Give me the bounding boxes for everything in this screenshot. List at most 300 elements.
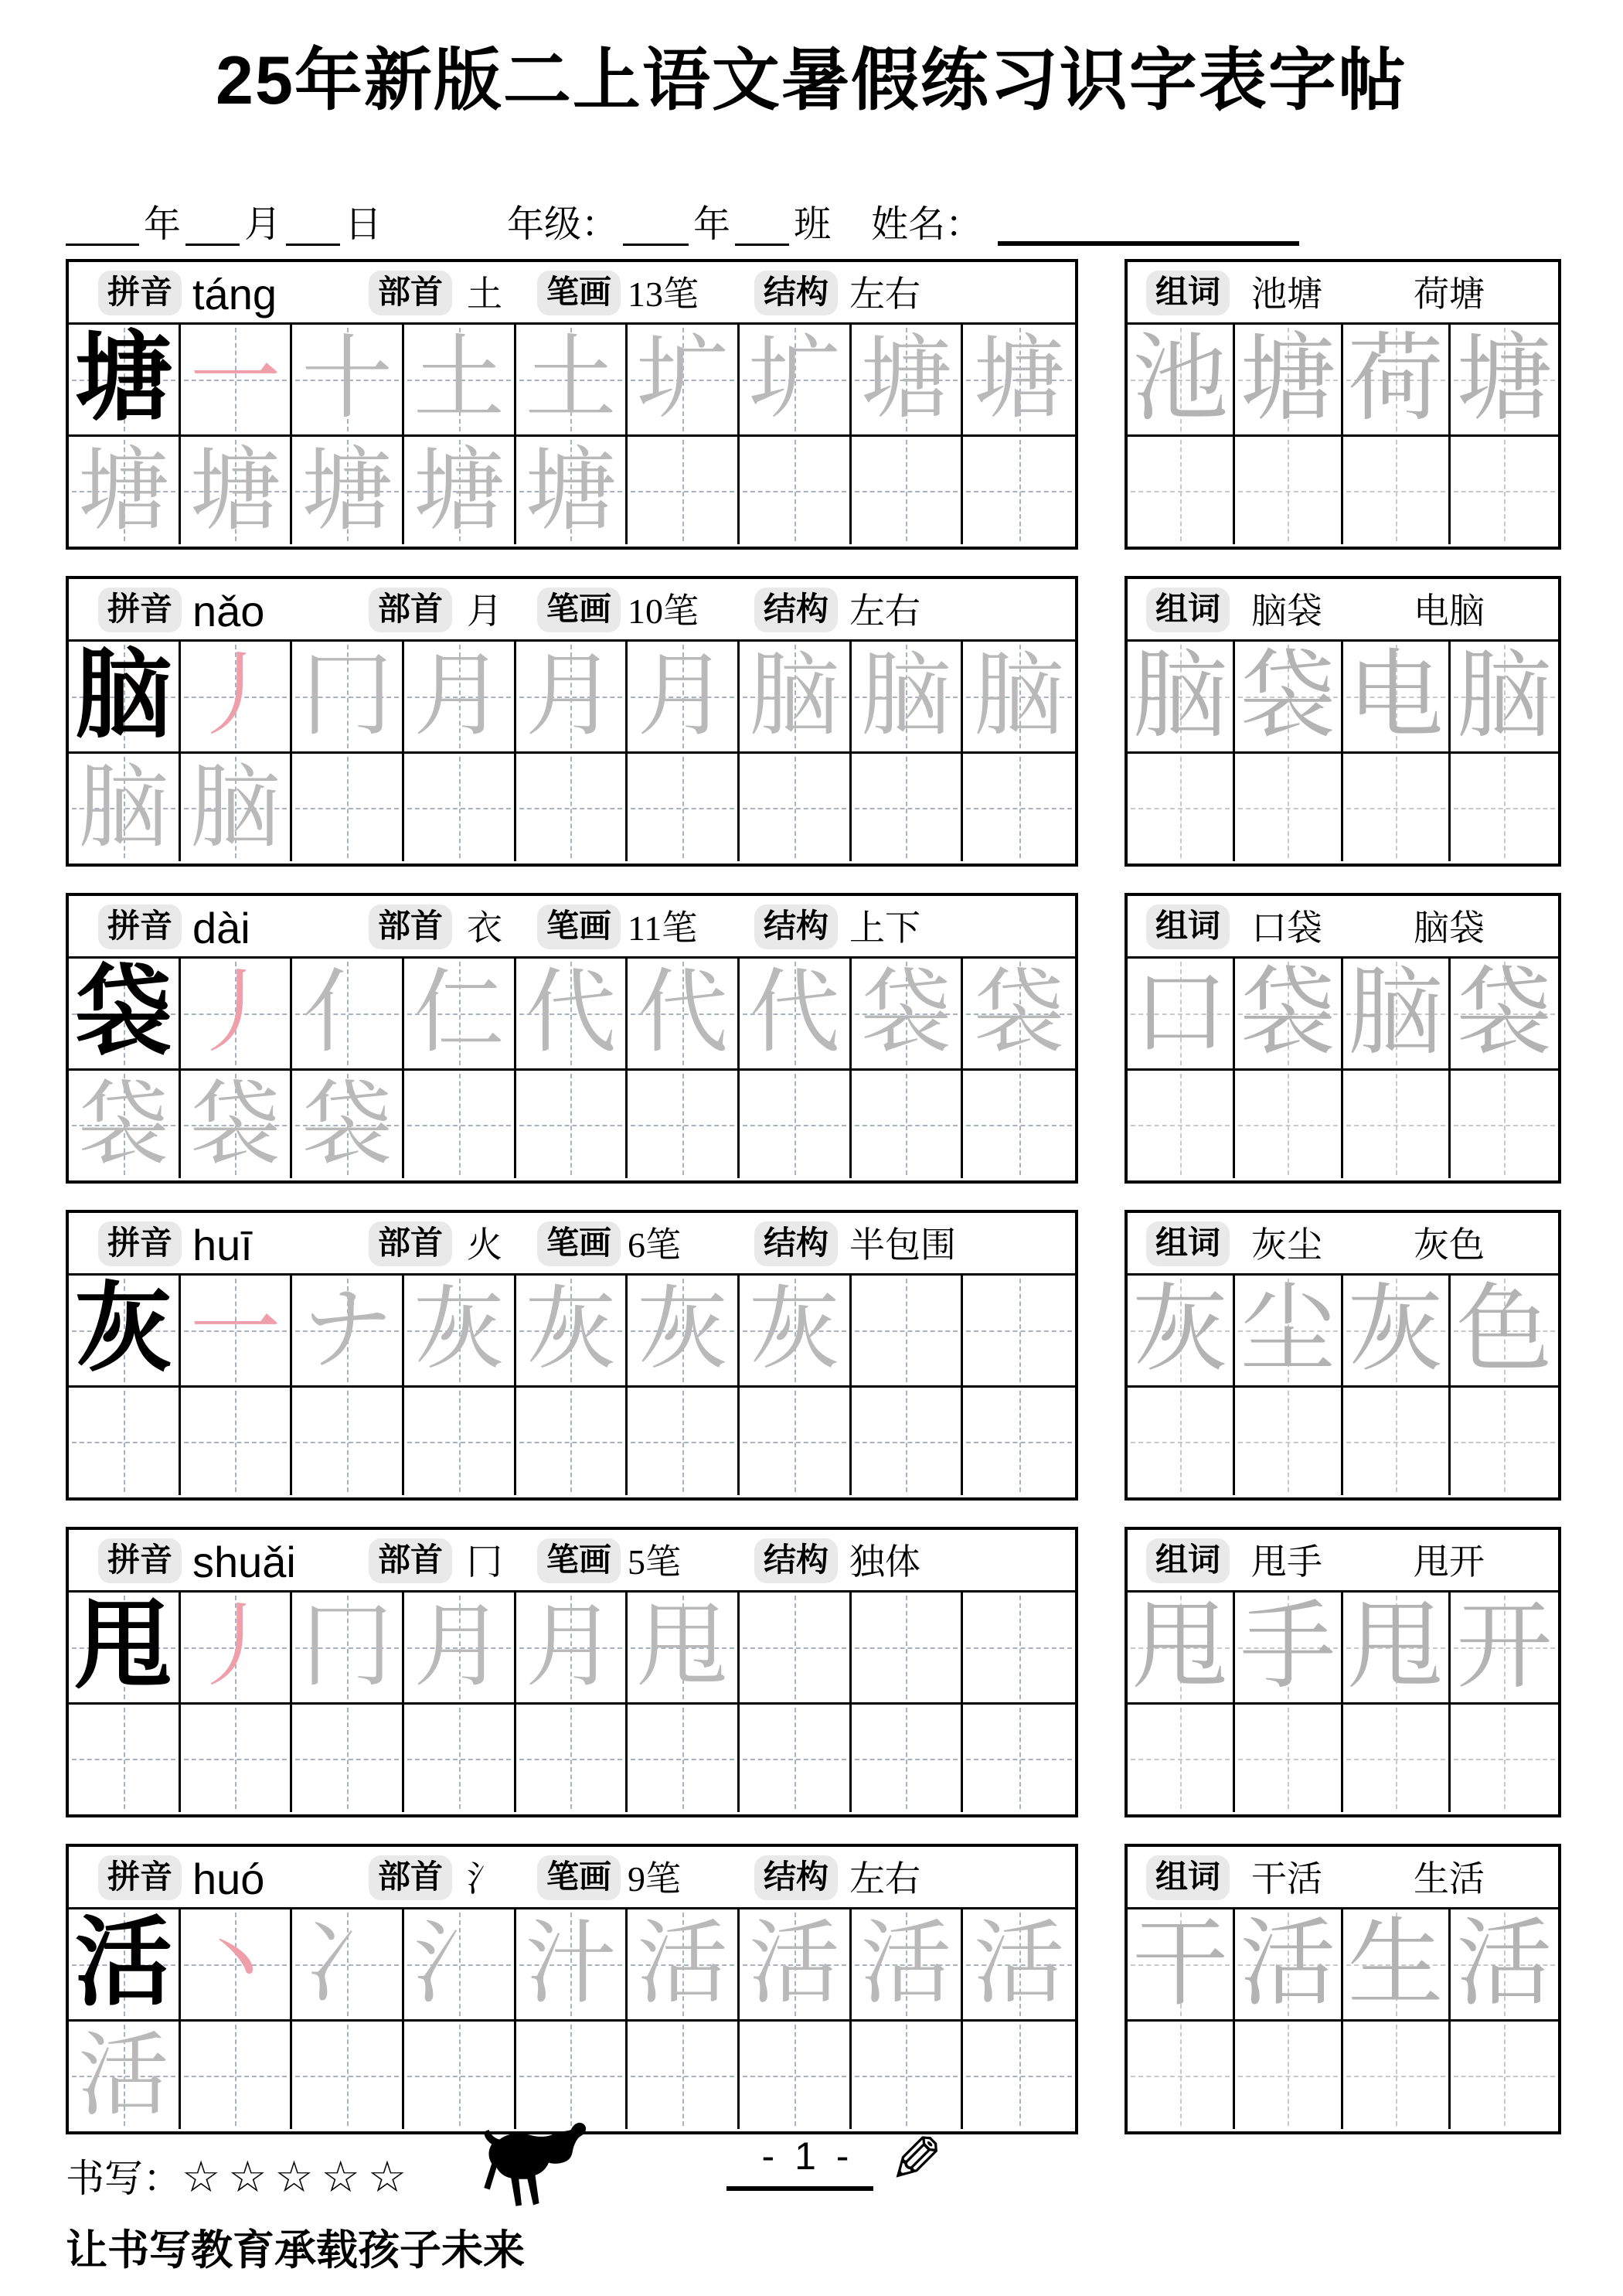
empty-practice-cell xyxy=(516,751,628,861)
words-label-badge: 组词 xyxy=(1146,1855,1230,1900)
empty-practice-cell xyxy=(852,1385,964,1495)
word-trace-grid xyxy=(1128,1593,1558,1812)
stroke-progress-cell xyxy=(69,1068,181,1178)
character-block-row xyxy=(66,1844,1561,2134)
radical-label-badge: 部首 xyxy=(369,1221,452,1266)
word-trace-cell xyxy=(1128,1276,1235,1385)
page-number: - 1 - xyxy=(761,2134,854,2178)
stroke-progress-cell xyxy=(963,959,1075,1068)
stroke-progress-cell xyxy=(292,642,404,751)
character-block-row xyxy=(66,893,1561,1184)
words-label-badge: 组词 xyxy=(1146,904,1230,949)
trace-character: 一 xyxy=(189,329,281,430)
practice-block-header xyxy=(69,1847,1075,1909)
stroke-progress-cell xyxy=(516,642,628,751)
trace-character: 甩 xyxy=(637,1596,729,1698)
stroke-progress-cell xyxy=(292,1593,404,1702)
trace-character: 丿 xyxy=(189,646,281,747)
empty-practice-cell xyxy=(852,1702,964,1812)
trace-character: 塘 xyxy=(413,441,505,542)
strokes-value: 13笔 xyxy=(628,274,699,314)
stroke-progress-cell xyxy=(181,1909,293,2019)
word-item: 灰色 xyxy=(1414,1225,1485,1265)
practice-block-header xyxy=(69,262,1075,325)
structure-label-badge: 结构 xyxy=(754,1538,838,1583)
empty-practice-cell xyxy=(628,751,740,861)
word-item: 生活 xyxy=(1414,1859,1485,1899)
trace-character: 脑 xyxy=(189,758,281,859)
name-underline xyxy=(998,203,1299,246)
page-title: 25年新版二上语文暑假练习识字表字帖 xyxy=(216,42,1407,118)
empty-practice-cell xyxy=(628,1385,740,1495)
word-trace-character: 灰 xyxy=(1347,1277,1444,1383)
word-trace-grid xyxy=(1128,325,1558,544)
date-year-label: 年 xyxy=(144,204,182,246)
stroke-progress-cell xyxy=(181,1593,293,1702)
word-trace-grid xyxy=(1128,959,1558,1178)
trace-character: 氵 xyxy=(413,1913,505,2015)
word-trace-cell xyxy=(1235,1276,1342,1385)
word-block-header xyxy=(1128,896,1558,959)
date-year-blank xyxy=(66,212,139,246)
word-trace-cell xyxy=(1235,325,1342,434)
strokes-value: 10笔 xyxy=(628,591,699,631)
trace-character: 塘 xyxy=(525,441,617,542)
trace-character: 一 xyxy=(189,1279,281,1381)
trace-character: 脑 xyxy=(748,646,840,747)
word-trace-character: 脑 xyxy=(1456,643,1553,749)
empty-practice-cell xyxy=(404,1702,516,1812)
word-trace-character: 手 xyxy=(1240,1594,1336,1700)
empty-practice-cell xyxy=(404,1068,516,1178)
trace-character: 土 xyxy=(525,329,617,430)
stroke-progress-cell xyxy=(628,642,740,751)
trace-character: 丶 xyxy=(189,1913,281,2015)
trace-character: 月 xyxy=(413,1596,505,1698)
radical-label-badge: 部首 xyxy=(369,1855,452,1900)
empty-practice-cell xyxy=(852,1068,964,1178)
empty-word-cell xyxy=(1235,751,1342,861)
example-character-cell xyxy=(69,325,181,434)
trace-character: 月 xyxy=(413,646,505,747)
stroke-progress-cell xyxy=(516,1276,628,1385)
empty-word-cell xyxy=(1343,2019,1451,2129)
radical-label-badge: 部首 xyxy=(369,1538,452,1583)
radical-value: 月 xyxy=(467,591,502,631)
word-trace-cell xyxy=(1128,642,1235,751)
empty-practice-cell xyxy=(852,434,964,544)
example-character: 活 xyxy=(74,1910,172,2018)
stroke-practice-block xyxy=(66,259,1078,550)
structure-label-badge: 结构 xyxy=(754,1855,838,1900)
empty-practice-cell xyxy=(628,2019,740,2129)
strokes-label-badge: 笔画 xyxy=(537,271,621,315)
stroke-practice-block xyxy=(66,576,1078,867)
stroke-progress-cell xyxy=(292,1276,404,1385)
stroke-progress-cell xyxy=(852,959,964,1068)
word-trace-cell xyxy=(1451,325,1558,434)
stroke-practice-block xyxy=(66,1210,1078,1501)
word-trace-character: 脑 xyxy=(1347,960,1444,1066)
stroke-progress-cell xyxy=(740,325,852,434)
empty-word-cell xyxy=(1235,2019,1342,2129)
word-practice-block xyxy=(1125,1527,1561,1817)
trace-character: 代 xyxy=(748,962,840,1064)
empty-word-cell xyxy=(1451,2019,1558,2129)
empty-practice-cell xyxy=(740,1385,852,1495)
stroke-progress-cell xyxy=(516,959,628,1068)
structure-value: 左右 xyxy=(849,274,920,314)
example-character-cell xyxy=(69,959,181,1068)
writing-label: 书写： xyxy=(66,2157,182,2200)
word-trace-cell xyxy=(1343,325,1451,434)
stroke-progress-cell xyxy=(404,1909,516,2019)
pinyin-value: táng xyxy=(192,270,277,319)
stroke-progress-cell xyxy=(181,642,293,751)
empty-word-cell xyxy=(1128,434,1235,544)
structure-value: 左右 xyxy=(849,1859,920,1899)
stroke-progress-cell xyxy=(740,1276,852,1385)
strokes-label-badge: 笔画 xyxy=(537,1221,621,1266)
pinyin-label-badge: 拼音 xyxy=(98,1221,182,1266)
word-trace-character: 开 xyxy=(1456,1594,1553,1700)
word-trace-cell xyxy=(1128,959,1235,1068)
trace-character: 灰 xyxy=(637,1279,729,1381)
word-item: 电脑 xyxy=(1414,591,1485,631)
empty-practice-cell xyxy=(292,1385,404,1495)
word-trace-character: 袋 xyxy=(1240,643,1336,749)
empty-practice-cell xyxy=(963,1068,1075,1178)
word-trace-cell xyxy=(1343,959,1451,1068)
word-trace-character: 甩 xyxy=(1132,1594,1229,1700)
stroke-order-grid xyxy=(69,1909,1075,2129)
stroke-progress-cell xyxy=(292,1068,404,1178)
pinyin-label-badge: 拼音 xyxy=(98,904,182,949)
word-trace-character: 活 xyxy=(1456,1911,1553,2017)
strokes-value: 5笔 xyxy=(628,1542,681,1582)
trace-character: 灰 xyxy=(413,1279,505,1381)
word-trace-character: 脑 xyxy=(1132,643,1229,749)
empty-practice-cell xyxy=(292,751,404,861)
stroke-progress-cell xyxy=(404,325,516,434)
trace-character: 汁 xyxy=(525,1913,617,2015)
radical-label-badge: 部首 xyxy=(369,271,452,315)
pinyin-value: dài xyxy=(192,904,250,952)
trace-character: 仁 xyxy=(413,962,505,1064)
radical-value: 火 xyxy=(467,1225,502,1265)
empty-practice-cell xyxy=(404,2019,516,2129)
word-trace-cell xyxy=(1451,1593,1558,1702)
word-trace-cell xyxy=(1128,1909,1235,2019)
word-block-header xyxy=(1128,1847,1558,1909)
empty-practice-cell xyxy=(740,434,852,544)
trace-character: 圹 xyxy=(748,329,840,430)
stroke-progress-cell xyxy=(516,325,628,434)
empty-practice-cell xyxy=(740,2019,852,2129)
strokes-label-badge: 笔画 xyxy=(537,1538,621,1583)
empty-practice-cell xyxy=(852,1593,964,1702)
empty-word-cell xyxy=(1235,1702,1342,1812)
empty-practice-cell xyxy=(69,1702,181,1812)
structure-label-badge: 结构 xyxy=(754,271,838,315)
trace-character: 袋 xyxy=(860,962,952,1064)
empty-practice-cell xyxy=(516,2019,628,2129)
word-block-header xyxy=(1128,1530,1558,1593)
empty-practice-cell xyxy=(516,1702,628,1812)
practice-block-header xyxy=(69,1530,1075,1593)
word-item: 脑袋 xyxy=(1251,591,1322,631)
stroke-progress-cell xyxy=(963,325,1075,434)
date-line xyxy=(66,192,1573,246)
word-block-header xyxy=(1128,579,1558,642)
example-character: 塘 xyxy=(74,325,172,433)
grade-label: 年级： xyxy=(507,204,619,246)
empty-practice-cell xyxy=(740,1702,852,1812)
stroke-progress-cell xyxy=(292,1909,404,2019)
word-practice-block xyxy=(1125,893,1561,1184)
stroke-progress-cell xyxy=(181,325,293,434)
practice-block-header xyxy=(69,1213,1075,1276)
stroke-progress-cell xyxy=(516,1593,628,1702)
word-practice-block xyxy=(1125,1210,1561,1501)
pinyin-value: huó xyxy=(192,1855,265,1903)
stroke-progress-cell xyxy=(628,325,740,434)
stroke-progress-cell xyxy=(628,1909,740,2019)
word-trace-character: 甩 xyxy=(1347,1594,1444,1700)
stroke-progress-cell xyxy=(740,1909,852,2019)
word-trace-cell xyxy=(1235,642,1342,751)
words-label-badge: 组词 xyxy=(1146,271,1230,315)
word-trace-cell xyxy=(1343,1593,1451,1702)
stroke-progress-cell xyxy=(181,959,293,1068)
word-trace-cell xyxy=(1451,959,1558,1068)
trace-character: 冂 xyxy=(301,646,393,747)
empty-practice-cell xyxy=(181,1385,293,1495)
words-label-badge: 组词 xyxy=(1146,1538,1230,1583)
trace-character: 活 xyxy=(748,1913,840,2015)
empty-word-cell xyxy=(1128,2019,1235,2129)
date-month-label: 月 xyxy=(244,204,282,246)
pinyin-label-badge: 拼音 xyxy=(98,1538,182,1583)
horse-icon xyxy=(479,2118,595,2230)
empty-word-cell xyxy=(1343,1068,1451,1178)
trace-character: 塘 xyxy=(301,441,393,542)
empty-practice-cell xyxy=(292,1702,404,1812)
trace-character: 冫 xyxy=(301,1913,393,2015)
empty-word-cell xyxy=(1235,1385,1342,1495)
empty-word-cell xyxy=(1128,1068,1235,1178)
structure-label-badge: 结构 xyxy=(754,904,838,949)
empty-word-cell xyxy=(1451,751,1558,861)
radical-value: 土 xyxy=(467,274,502,314)
empty-practice-cell xyxy=(740,1593,852,1702)
empty-practice-cell xyxy=(292,2019,404,2129)
strokes-label-badge: 笔画 xyxy=(537,904,621,949)
pinyin-value: shuǎi xyxy=(192,1538,296,1586)
stroke-practice-block xyxy=(66,1844,1078,2134)
trace-character: 塘 xyxy=(77,441,169,542)
empty-practice-cell xyxy=(852,2019,964,2129)
trace-character: 活 xyxy=(860,1913,952,2015)
word-trace-character: 池 xyxy=(1132,326,1229,432)
stroke-progress-cell xyxy=(404,642,516,751)
grade-blank xyxy=(623,212,689,246)
empty-word-cell xyxy=(1235,434,1342,544)
trace-character: 袋 xyxy=(301,1075,393,1176)
example-character: 脑 xyxy=(74,642,172,750)
page-number-underline xyxy=(726,2186,873,2191)
word-trace-character: 袋 xyxy=(1240,960,1336,1066)
stroke-practice-block xyxy=(66,1527,1078,1817)
structure-value: 上下 xyxy=(849,908,920,948)
trace-character: 月 xyxy=(525,646,617,747)
pinyin-value: nǎo xyxy=(192,587,265,635)
empty-practice-cell xyxy=(628,434,740,544)
empty-practice-cell xyxy=(404,1385,516,1495)
strokes-value: 11笔 xyxy=(628,908,698,948)
empty-practice-cell xyxy=(628,1068,740,1178)
empty-practice-cell xyxy=(740,1068,852,1178)
structure-value: 左右 xyxy=(849,591,920,631)
stroke-order-grid xyxy=(69,1276,1075,1495)
date-day-label: 日 xyxy=(345,204,383,246)
empty-word-cell xyxy=(1128,1702,1235,1812)
empty-word-cell xyxy=(1451,1385,1558,1495)
stroke-progress-cell xyxy=(292,434,404,544)
word-trace-character: 荷 xyxy=(1347,326,1444,432)
trace-character: ナ xyxy=(301,1279,393,1381)
trace-character: 灰 xyxy=(525,1279,617,1381)
character-block-row xyxy=(66,1527,1561,1817)
radical-value: 氵 xyxy=(467,1859,502,1899)
trace-character: 脑 xyxy=(860,646,952,747)
empty-word-cell xyxy=(1451,1702,1558,1812)
stroke-order-grid xyxy=(69,1593,1075,1812)
practice-block-header xyxy=(69,579,1075,642)
example-character: 袋 xyxy=(74,959,172,1067)
word-trace-character: 口 xyxy=(1132,960,1229,1066)
stroke-order-grid xyxy=(69,642,1075,861)
word-trace-grid xyxy=(1128,642,1558,861)
trace-character: 丿 xyxy=(189,962,281,1064)
word-trace-character: 电 xyxy=(1347,643,1444,749)
trace-character: 脑 xyxy=(973,646,1065,747)
word-practice-block xyxy=(1125,576,1561,867)
empty-word-cell xyxy=(1235,1068,1342,1178)
character-block-row xyxy=(66,1210,1561,1501)
class-blank xyxy=(735,212,789,246)
pinyin-label-badge: 拼音 xyxy=(98,271,182,315)
trace-character: 圹 xyxy=(637,329,729,430)
word-trace-cell xyxy=(1128,325,1235,434)
strokes-label-badge: 笔画 xyxy=(537,1855,621,1900)
stroke-progress-cell xyxy=(292,959,404,1068)
footer-slogan: 让书写教育承载孩子未来 xyxy=(66,2227,525,2274)
trace-character: 丿 xyxy=(189,1596,281,1698)
empty-practice-cell xyxy=(516,1068,628,1178)
word-item: 脑袋 xyxy=(1414,908,1485,948)
stroke-progress-cell xyxy=(852,325,964,434)
empty-word-cell xyxy=(1128,1385,1235,1495)
word-item: 灰尘 xyxy=(1251,1225,1322,1265)
stroke-progress-cell xyxy=(852,642,964,751)
stroke-progress-cell xyxy=(181,434,293,544)
class-unit-label: 班 xyxy=(794,204,832,246)
empty-practice-cell xyxy=(628,1702,740,1812)
words-label-badge: 组词 xyxy=(1146,588,1230,632)
stroke-progress-cell xyxy=(69,434,181,544)
word-trace-character: 塘 xyxy=(1240,326,1336,432)
trace-character: 亻 xyxy=(301,962,393,1064)
word-trace-character: 色 xyxy=(1456,1277,1553,1383)
word-trace-character: 干 xyxy=(1132,1911,1229,2017)
empty-word-cell xyxy=(1343,1385,1451,1495)
empty-practice-cell xyxy=(963,1702,1075,1812)
pinyin-value: huī xyxy=(192,1221,253,1269)
stroke-progress-cell xyxy=(404,959,516,1068)
stroke-progress-cell xyxy=(628,1276,740,1385)
trace-character: 代 xyxy=(637,962,729,1064)
stroke-progress-cell xyxy=(628,959,740,1068)
trace-character: 月 xyxy=(637,646,729,747)
radical-value: 衣 xyxy=(467,908,502,948)
pinyin-label-badge: 拼音 xyxy=(98,1855,182,1900)
trace-character: 塘 xyxy=(973,329,1065,430)
example-character-cell xyxy=(69,1593,181,1702)
stroke-progress-cell xyxy=(181,1068,293,1178)
word-trace-cell xyxy=(1343,642,1451,751)
stroke-progress-cell xyxy=(404,434,516,544)
empty-practice-cell xyxy=(516,1385,628,1495)
empty-word-cell xyxy=(1451,1068,1558,1178)
stroke-practice-block xyxy=(66,893,1078,1184)
stroke-order-grid xyxy=(69,959,1075,1178)
strokes-value: 9笔 xyxy=(628,1859,681,1899)
word-trace-cell xyxy=(1343,1276,1451,1385)
empty-word-cell xyxy=(1451,434,1558,544)
word-trace-cell xyxy=(1235,1593,1342,1702)
empty-practice-cell xyxy=(963,1593,1075,1702)
trace-character: 土 xyxy=(413,329,505,430)
trace-character: 塘 xyxy=(189,441,281,542)
structure-label-badge: 结构 xyxy=(754,1221,838,1266)
word-practice-block xyxy=(1125,1844,1561,2134)
words-label-badge: 组词 xyxy=(1146,1221,1230,1266)
stroke-progress-cell xyxy=(963,642,1075,751)
radical-value: 冂 xyxy=(467,1542,502,1582)
character-block-row xyxy=(66,576,1561,867)
word-item: 荷塘 xyxy=(1414,274,1485,314)
example-character: 甩 xyxy=(74,1593,172,1701)
empty-practice-cell xyxy=(69,1385,181,1495)
empty-word-cell xyxy=(1128,751,1235,861)
example-character-cell xyxy=(69,1909,181,2019)
trace-character: 十 xyxy=(301,329,393,430)
trace-character: 灰 xyxy=(748,1279,840,1381)
empty-practice-cell xyxy=(963,1385,1075,1495)
empty-practice-cell xyxy=(963,1276,1075,1385)
stroke-progress-cell xyxy=(852,1909,964,2019)
strokes-value: 6笔 xyxy=(628,1225,681,1265)
structure-value: 独体 xyxy=(849,1542,920,1582)
pinyin-label-badge: 拼音 xyxy=(98,588,182,632)
stroke-progress-cell xyxy=(69,2019,181,2129)
word-trace-character: 活 xyxy=(1240,1911,1336,2017)
empty-practice-cell xyxy=(963,2019,1075,2129)
trace-character: 塘 xyxy=(860,329,952,430)
word-item: 甩手 xyxy=(1251,1542,1322,1582)
empty-word-cell xyxy=(1343,751,1451,861)
